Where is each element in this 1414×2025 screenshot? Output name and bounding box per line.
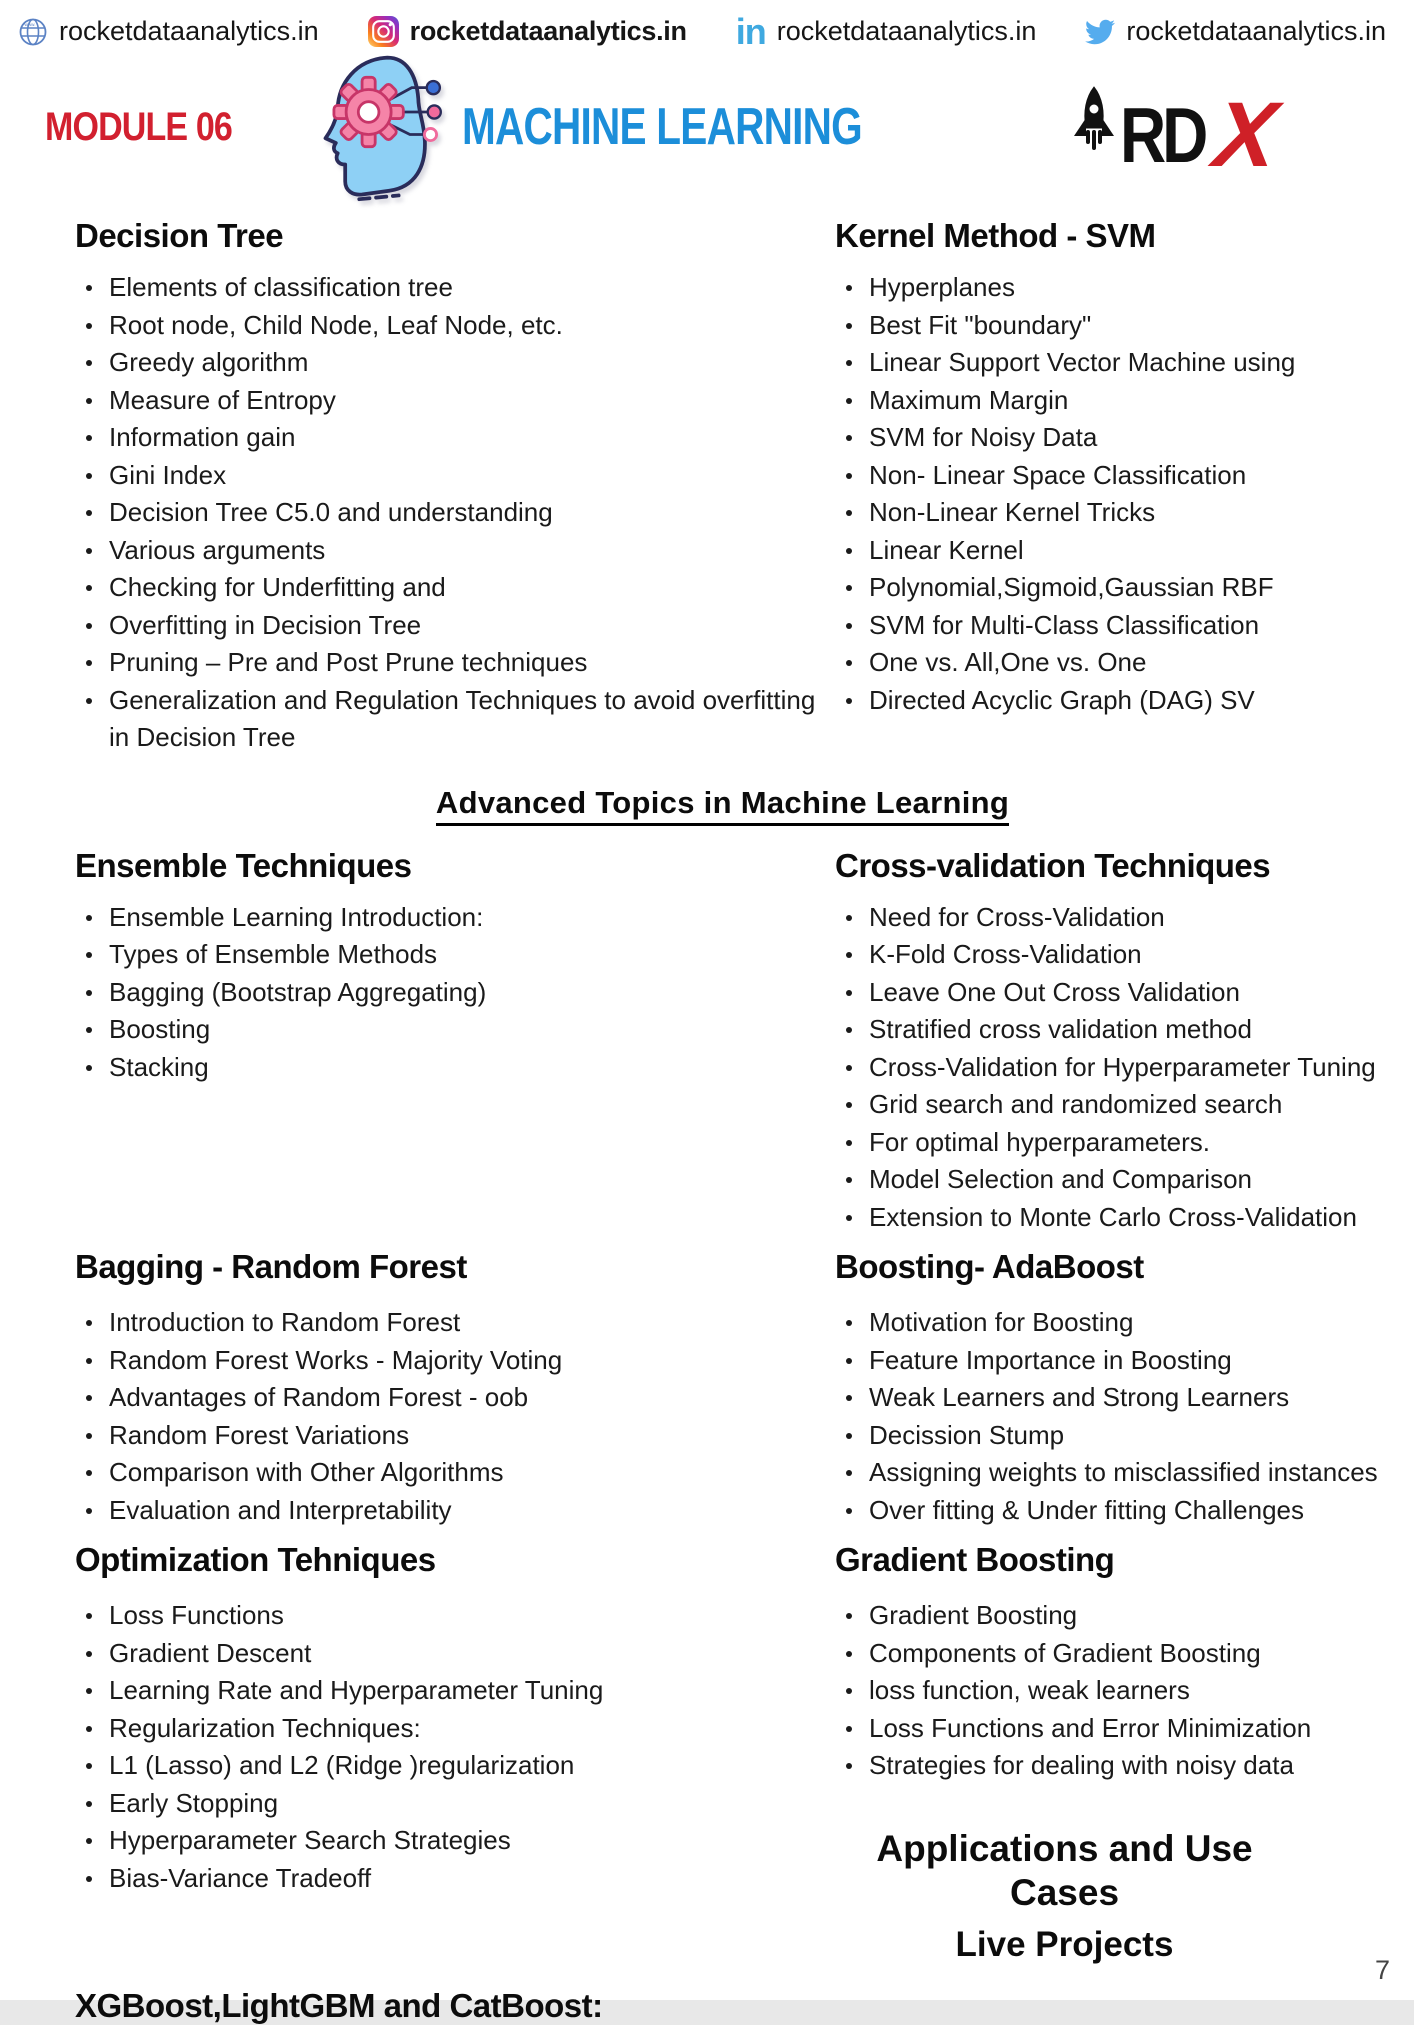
list-item: Hyperparameter Search Strategies <box>75 1822 835 1860</box>
list-item: Random Forest Works - Majority Voting <box>75 1342 835 1380</box>
list-item: Linear Support Vector Machine using <box>835 344 1394 382</box>
list-item: Generalization and Regulation Techniques to avoid overfitting in Decision Tree <box>75 682 835 757</box>
section-decision-tree <box>75 217 835 757</box>
section-title: Boosting- AdaBoost <box>835 1248 1144 1285</box>
section-bagging-random-forest <box>75 1248 835 1529</box>
list-item: Stacking <box>75 1049 835 1087</box>
instagram-icon <box>368 16 399 47</box>
brain-gear-logo-icon <box>308 52 448 202</box>
section-optimization-techniques <box>75 1541 835 1967</box>
list-item: Introduction to Random Forest <box>75 1304 835 1342</box>
linkedin-icon: in <box>735 10 766 52</box>
bullet-list <box>75 899 835 1087</box>
twitter-icon <box>1085 17 1115 47</box>
section-ensemble-techniques <box>75 847 835 1237</box>
social-item-linkedin <box>735 10 1037 52</box>
list-item: Bias-Variance Tradeoff <box>75 1860 835 1898</box>
list-item: Decision Tree C5.0 and understanding <box>75 494 835 532</box>
list-item: Boosting <box>75 1011 835 1049</box>
module-label: MODULE 06 <box>45 104 232 149</box>
list-item: Overfitting in Decision Tree <box>75 607 835 645</box>
list-item: Gini Index <box>75 457 835 495</box>
section-title: Ensemble Techniques <box>75 846 412 884</box>
list-item: Various arguments <box>75 532 835 570</box>
list-item: Random Forest Variations <box>75 1417 835 1455</box>
list-item: Gradient Boosting <box>835 1597 1394 1635</box>
list-item: Hyperplanes <box>835 269 1394 307</box>
list-item: Over fitting & Under fitting Challenges <box>835 1492 1394 1530</box>
list-item: Information gain <box>75 419 835 457</box>
list-item: Checking for Underfitting and <box>75 569 835 607</box>
advanced-topics-heading: Advanced Topics in Machine Learning <box>63 785 1382 821</box>
social-item-website <box>18 16 319 47</box>
list-item: Feature Importance in Boosting <box>835 1342 1394 1380</box>
list-item: Comparison with Other Algorithms <box>75 1454 835 1492</box>
list-item: Learning Rate and Hyperparameter Tuning <box>75 1672 835 1710</box>
social-header <box>0 0 1414 52</box>
list-item: Assigning weights to misclassified instances <box>835 1454 1394 1492</box>
list-item: Evaluation and Interpretability <box>75 1492 835 1530</box>
rocket-icon <box>1068 84 1120 170</box>
list-item: Loss Functions and Error Minimization <box>835 1710 1394 1748</box>
list-item: Components of Gradient Boosting <box>835 1635 1394 1673</box>
list-item: One vs. All,One vs. One <box>835 644 1394 682</box>
list-item: Motivation for Boosting <box>835 1304 1394 1342</box>
section-title: Kernel Method - SVM <box>835 217 1156 254</box>
list-item: Leave One Out Cross Validation <box>835 974 1394 1012</box>
list-item: Linear Kernel <box>835 532 1394 570</box>
list-item: Pruning – Pre and Post Prune techniques <box>75 644 835 682</box>
section-title: Gradient Boosting <box>835 1541 1115 1578</box>
list-item: Grid search and randomized search <box>835 1086 1394 1124</box>
social-item-instagram <box>368 16 687 47</box>
list-item: Greedy algorithm <box>75 344 835 382</box>
list-item: loss function, weak learners <box>835 1672 1394 1710</box>
social-item-twitter <box>1085 16 1386 47</box>
svg-text:www.: www. <box>24 21 36 27</box>
list-item: Root node, Child Node, Leaf Node, etc. <box>75 307 835 345</box>
list-item: Ensemble Learning Introduction: <box>75 899 835 937</box>
section-boosting-adaboost <box>835 1248 1394 1529</box>
section-title: Decision Tree <box>75 217 284 254</box>
list-item: Model Selection and Comparison <box>835 1161 1394 1199</box>
applications-block <box>835 1827 1394 1967</box>
section-title: Optimization Tehniques <box>75 1541 436 1578</box>
list-item: Weak Learners and Strong Learners <box>835 1379 1394 1417</box>
section-gradient-boosting <box>835 1541 1394 1967</box>
list-item: Bagging (Bootstrap Aggregating) <box>75 974 835 1012</box>
list-item: Loss Functions <box>75 1597 835 1635</box>
list-item: Strategies for dealing with noisy data <box>835 1747 1394 1785</box>
website-handle: rocketdataanalytics.in <box>59 16 319 46</box>
instagram-handle: rocketdataanalytics.in <box>409 16 687 46</box>
list-item: Regularization Techniques: <box>75 1710 835 1748</box>
list-item: For optimal hyperparameters. <box>835 1124 1394 1162</box>
list-item: Decission Stump <box>835 1417 1394 1455</box>
rdx-text-rd: RD <box>1119 91 1205 179</box>
list-item: Advantages of Random Forest - oob <box>75 1379 835 1417</box>
linkedin-handle: rocketdataanalytics.in <box>776 16 1037 46</box>
bullet-list <box>835 1304 1394 1529</box>
rdx-text-x: X <box>1209 84 1282 186</box>
twitter-handle: rocketdataanalytics.in <box>1126 16 1386 46</box>
bullet-list <box>835 899 1394 1237</box>
list-item: Maximum Margin <box>835 382 1394 420</box>
list-item: Elements of classification tree <box>75 269 835 307</box>
list-item: Best Fit "boundary" <box>835 307 1394 345</box>
list-item: Early Stopping <box>75 1785 835 1823</box>
section-kernel-svm <box>835 217 1394 757</box>
list-item: K-Fold Cross-Validation <box>835 936 1394 974</box>
list-item: Measure of Entropy <box>75 382 835 420</box>
bullet-list <box>75 1304 835 1529</box>
applications-heading: Applications and Use Cases <box>876 1827 1253 1913</box>
list-item: Extension to Monte Carlo Cross-Validation <box>835 1199 1394 1237</box>
xgboost-heading: XGBoost,LightGBM and CatBoost: <box>75 1986 603 2024</box>
bullet-list <box>835 1597 1394 1785</box>
page-number: 7 <box>1374 1955 1390 1985</box>
list-item: Cross-Validation for Hyperparameter Tuning <box>835 1049 1394 1087</box>
list-item: Gradient Descent <box>75 1635 835 1673</box>
page-title: MACHINE LEARNING <box>462 98 862 156</box>
list-item: Non-Linear Kernel Tricks <box>835 494 1394 532</box>
list-item: Polynomial,Sigmoid,Gaussian RBF <box>835 569 1394 607</box>
list-item: SVM for Multi-Class Classification <box>835 607 1394 645</box>
rdx-logo <box>1068 84 1282 186</box>
list-item: Directed Acyclic Graph (DAG) SV <box>835 682 1394 720</box>
bullet-list <box>835 269 1394 719</box>
brand-row <box>0 51 1414 203</box>
list-item: Types of Ensemble Methods <box>75 936 835 974</box>
list-item: L1 (Lasso) and L2 (Ridge )regularization <box>75 1747 835 1785</box>
list-item: Need for Cross-Validation <box>835 899 1394 937</box>
list-item: SVM for Noisy Data <box>835 419 1394 457</box>
globe-icon <box>18 17 48 47</box>
live-projects-heading: Live Projects <box>955 1924 1174 1964</box>
content-grid <box>0 203 1414 2025</box>
bullet-list <box>75 269 835 757</box>
spacer <box>835 1979 1394 2025</box>
section-cross-validation <box>835 847 1394 1237</box>
list-item: Non- Linear Space Classification <box>835 457 1394 495</box>
section-title: Cross-validation Techniques <box>835 846 1271 884</box>
section-title: Bagging - Random Forest <box>75 1248 467 1285</box>
list-item: Stratified cross validation method <box>835 1011 1394 1049</box>
bullet-list <box>75 1597 835 1897</box>
